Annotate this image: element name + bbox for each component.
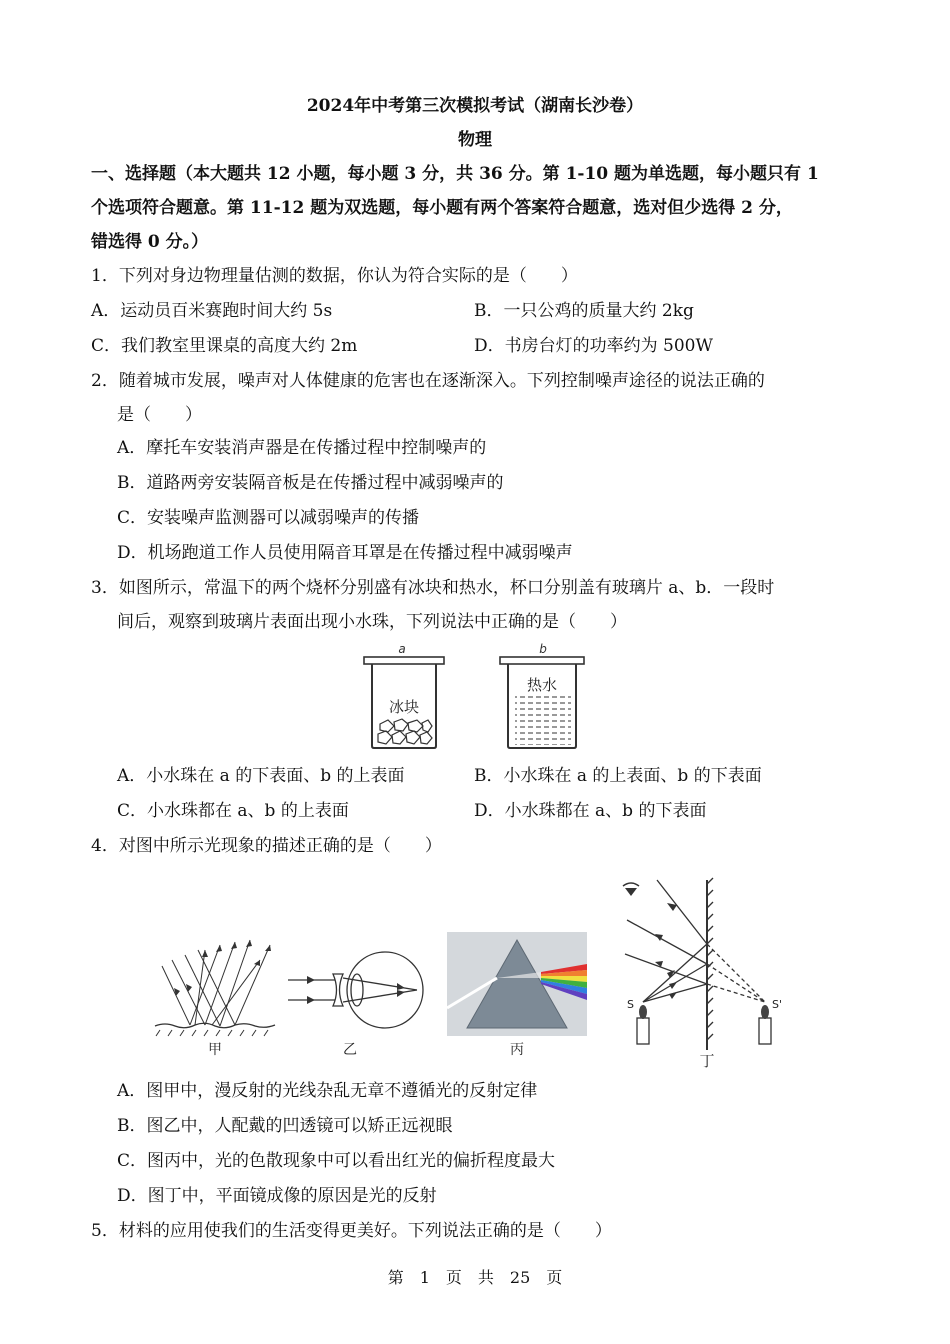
eye-icon: [623, 883, 639, 886]
page-title: 2024年中考第三次模拟考试（湖南长沙卷）: [306, 96, 644, 116]
label-s: S: [627, 998, 634, 1011]
q3-option-d: D．小水珠都在 a、b 的下表面: [474, 801, 707, 821]
q3-stem-line1: 3．如图所示，常温下的两个烧杯分别盛有冰块和热水，杯口分别盖有玻璃片 a、b．一段时: [91, 578, 775, 598]
figure-bing: [445, 930, 590, 1060]
q2-option-b: B．道路两旁安装隔音板是在传播过程中减弱噪声的: [117, 473, 504, 493]
q1-option-c: C．我们教室里课桌的高度大约 2m: [91, 336, 358, 356]
q3-option-a: A．小水珠在 a 的下表面、b 的上表面: [117, 766, 405, 786]
q2-stem-line1: 2．随着城市发展，噪声对人体健康的危害也在逐渐深入。下列控制噪声途径的说法正确的: [91, 371, 765, 391]
label-yi: 乙: [343, 1042, 357, 1058]
section-heading-line3: 错选得 0 分。）: [91, 232, 209, 252]
q2-stem-line2: 是（ ）: [117, 405, 202, 425]
q4-stem: 4．对图中所示光现象的描述正确的是（ ）: [91, 836, 442, 856]
q3-stem-line2: 间后，观察到玻璃片表面出现小水珠，下列说法中正确的是（ ）: [117, 612, 627, 632]
label-s-prime: S': [772, 998, 783, 1011]
label-ding: 丁: [699, 1052, 715, 1068]
ice-cubes: [378, 719, 432, 744]
figure-jia: [150, 930, 280, 1060]
figure-ding: [615, 872, 790, 1068]
hot-water: [515, 695, 571, 745]
hot-water-label: 热水: [526, 676, 558, 694]
glass-label-b: b: [539, 642, 547, 656]
q1-stem: 1．下列对身边物理量估测的数据，你认为符合实际的是（ ）: [91, 266, 578, 286]
candle-s-image: [759, 1005, 771, 1044]
glass-plate-a: [364, 657, 444, 664]
q4-option-c: C．图丙中，光的色散现象中可以看出红光的偏折程度最大: [117, 1151, 556, 1171]
q4-option-b: B．图乙中，人配戴的凹透镜可以矫正远视眼: [117, 1116, 453, 1136]
q2-option-d: D．机场跑道工作人员使用隔音耳罩是在传播过程中减弱噪声: [117, 543, 573, 563]
label-jia: 甲: [208, 1042, 222, 1058]
page-footer: 第 1 页 共 25 页: [387, 1268, 563, 1287]
section-heading-line1: 一、选择题（本大题共 12 小题，每小题 3 分，共 36 分。第 1-10 题为单选题，每小题只有 1: [91, 164, 819, 184]
q4-option-d: D．图丁中，平面镜成像的原因是光的反射: [117, 1186, 437, 1206]
figure-yi: [285, 950, 435, 1060]
beakers-figure: [360, 640, 590, 755]
q5-stem: 5．材料的应用使我们的生活变得更美好。下列说法正确的是（ ）: [91, 1221, 612, 1241]
q2-option-c: C．安装噪声监测器可以减弱噪声的传播: [117, 508, 420, 528]
q1-option-a: A．运动员百米赛跑时间大约 5s: [91, 301, 333, 321]
q2-option-a: A．摩托车安装消声器是在传播过程中控制噪声的: [117, 438, 487, 458]
candle-s: [637, 1005, 649, 1044]
q3-option-b: B．小水珠在 a 的上表面、b 的下表面: [474, 766, 762, 786]
label-bing: 丙: [510, 1042, 524, 1058]
subject-title: 物理: [458, 130, 492, 150]
q3-option-c: C．小水珠都在 a、b 的上表面: [117, 801, 349, 821]
q1-option-d: D．书房台灯的功率约为 500W: [474, 336, 713, 356]
ice-label: 冰块: [388, 698, 420, 716]
glass-plate-b: [500, 657, 584, 664]
q4-option-a: A．图甲中，漫反射的光线杂乱无章不遵循光的反射定律: [117, 1081, 538, 1101]
glass-label-a: a: [398, 642, 406, 656]
q1-option-b: B．一只公鸡的质量大约 2kg: [474, 301, 694, 321]
section-heading-line2: 个选项符合题意。第 11-12 题为双选题，每小题有两个答案符合题意，选对但少选得 2 分，: [91, 198, 793, 218]
